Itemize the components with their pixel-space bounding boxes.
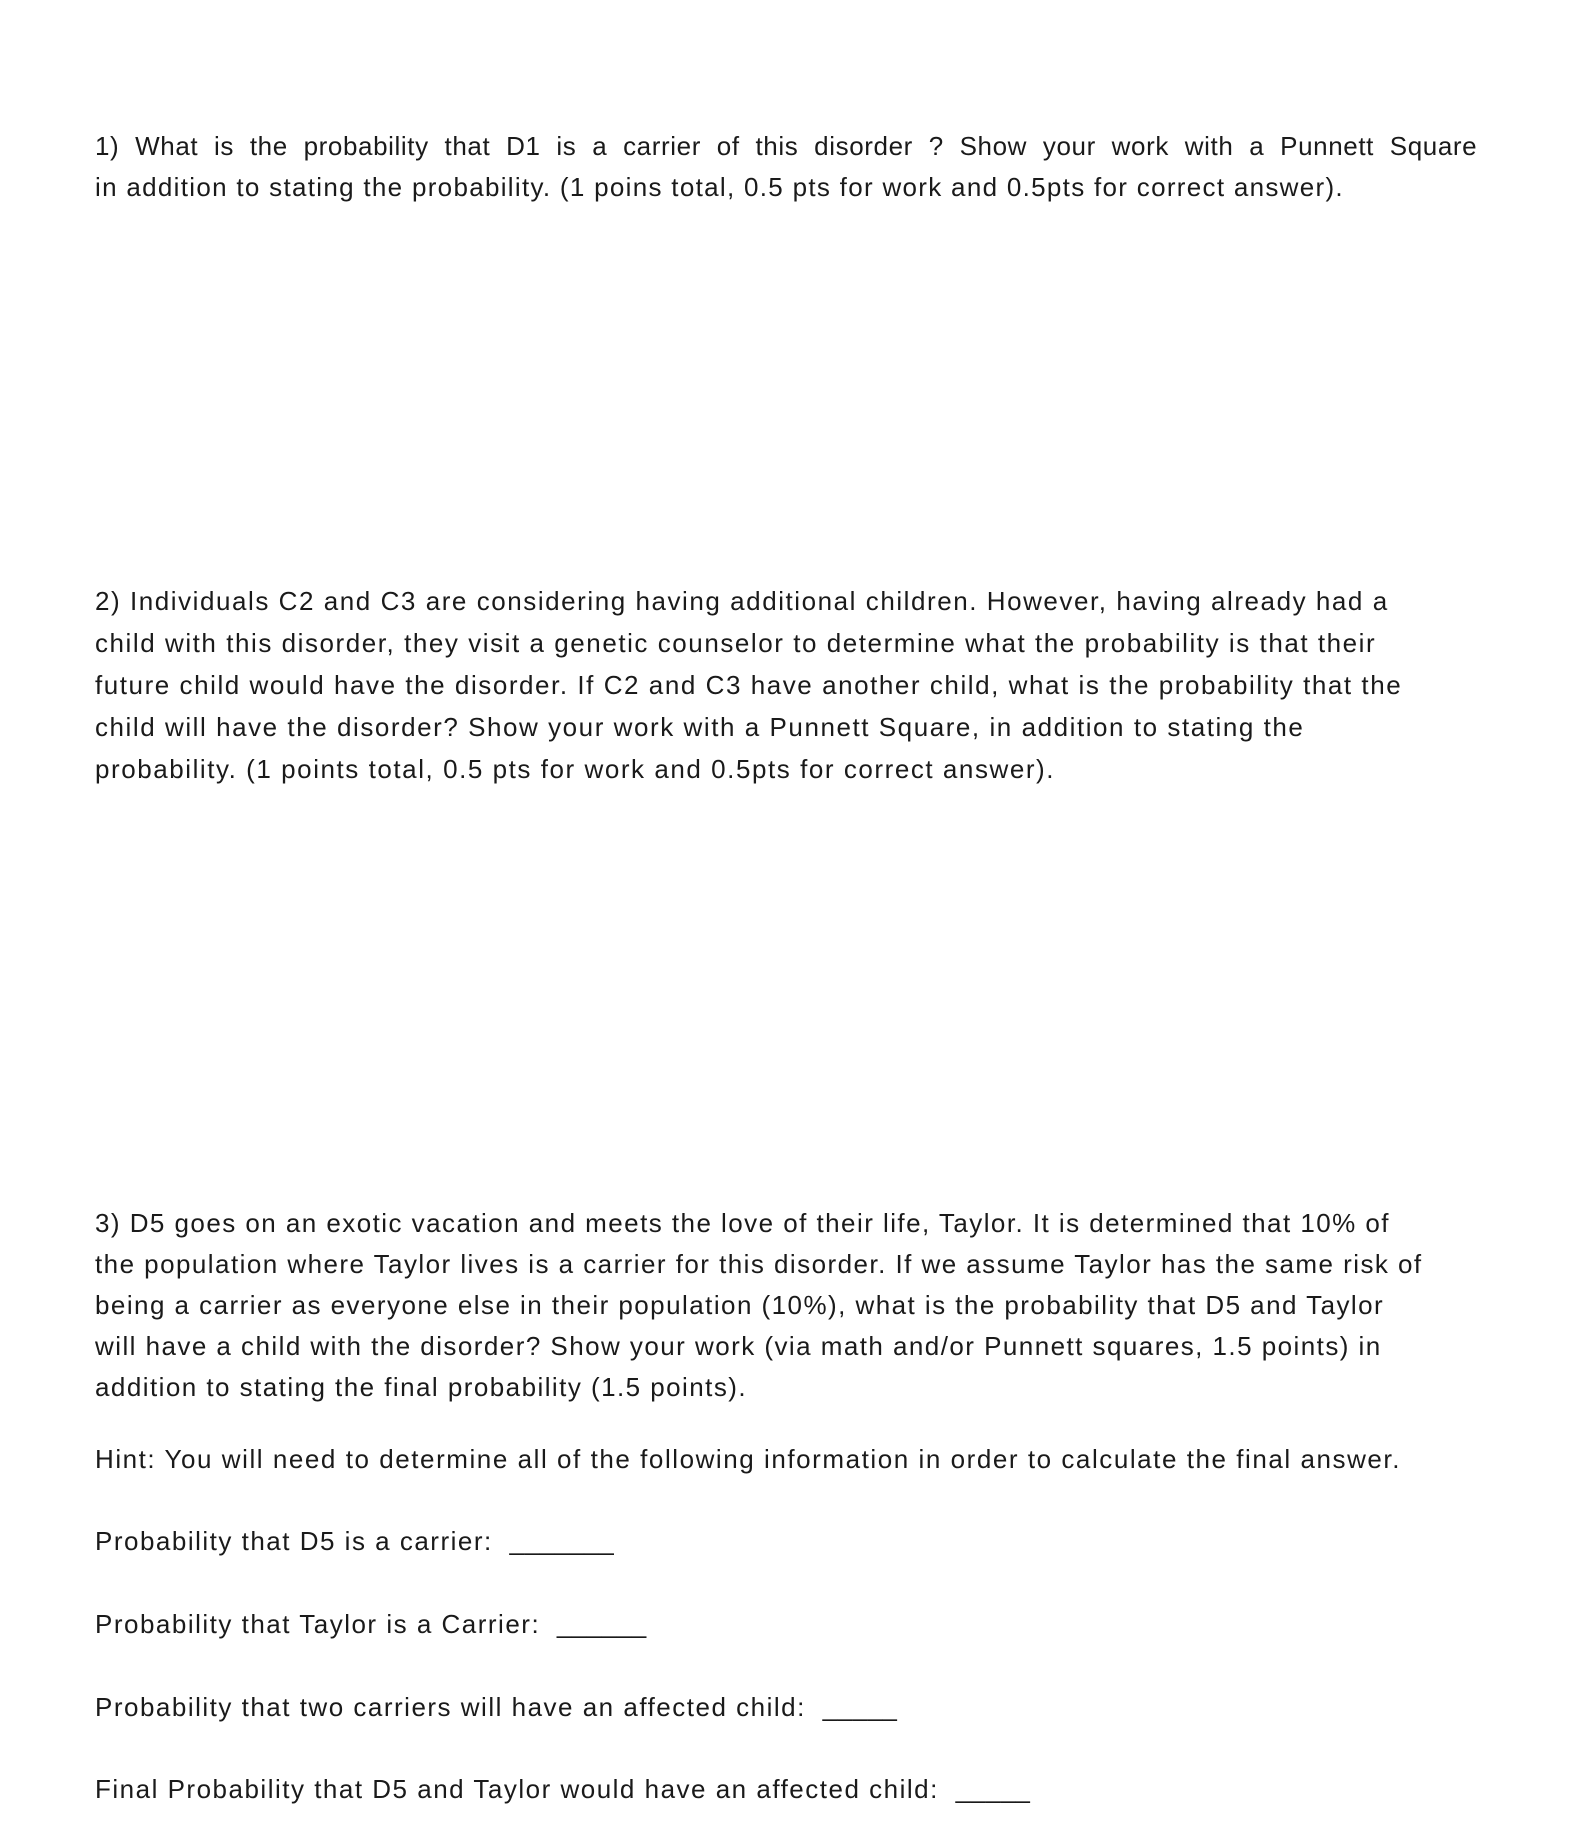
question-3-line: will have a child with the disorder? Show your work (via math and/or Punnett squares, 1.5 points) in xyxy=(95,1331,1382,1361)
d5-carrier-row xyxy=(95,1526,614,1557)
final-probability-row xyxy=(95,1774,1030,1805)
question-3-line: 3) D5 goes on an exotic vacation and meets the love of their life, Taylor. It is determined that 10% of xyxy=(95,1208,1390,1238)
question-3 xyxy=(95,1203,1515,1408)
question-3-line: addition to stating the final probability (1.5 points). xyxy=(95,1372,748,1402)
d5-carrier-blank[interactable]: _______ xyxy=(509,1526,615,1556)
taylor-carrier-label: Probability that Taylor is a Carrier: xyxy=(95,1609,541,1639)
final-probability-label: Final Probability that D5 and Taylor would have an affected child: xyxy=(95,1774,939,1804)
hint-text: Hint: You will need to determine all of the following information in order to calculate the final answer. xyxy=(95,1444,1401,1474)
two-carriers-row xyxy=(95,1692,897,1723)
d5-carrier-label: Probability that D5 is a carrier: xyxy=(95,1526,493,1556)
question-2-line: 2) Individuals C2 and C3 are considering having additional children. However, having already had a xyxy=(95,586,1389,616)
question-3-line: the population where Taylor lives is a carrier for this disorder. If we assume Taylor has the same risk of xyxy=(95,1249,1423,1279)
taylor-carrier-blank[interactable]: ______ xyxy=(556,1609,647,1639)
question-1-line-2: in addition to stating the probability. (1 poins total, 0.5 pts for work and 0.5pts for correct answer). xyxy=(95,172,1344,202)
question-2-line: child with this disorder, they visit a genetic counselor to determine what the probability is that their xyxy=(95,628,1377,658)
question-2-line: child will have the disorder? Show your work with a Punnett Square, in addition to stating the xyxy=(95,712,1305,742)
two-carriers-label: Probability that two carriers will have an affected child: xyxy=(95,1692,806,1722)
question-2-line: future child would have the disorder. If C2 and C3 have another child, what is the probability that the xyxy=(95,670,1403,700)
question-2-line: probability. (1 points total, 0.5 pts for work and 0.5pts for correct answer). xyxy=(95,754,1056,784)
two-carriers-blank[interactable]: _____ xyxy=(822,1692,898,1722)
question-2 xyxy=(95,580,1515,790)
question-1 xyxy=(95,126,1515,208)
question-1-line-1: 1) What is the probability that D1 is a carrier of this disorder ? Show your work with a Punnett Square xyxy=(95,131,1478,161)
final-probability-blank[interactable]: _____ xyxy=(955,1774,1031,1804)
taylor-carrier-row xyxy=(95,1609,647,1640)
question-3-line: being a carrier as everyone else in their population (10%), what is the probability that D5 and Taylor xyxy=(95,1290,1385,1320)
